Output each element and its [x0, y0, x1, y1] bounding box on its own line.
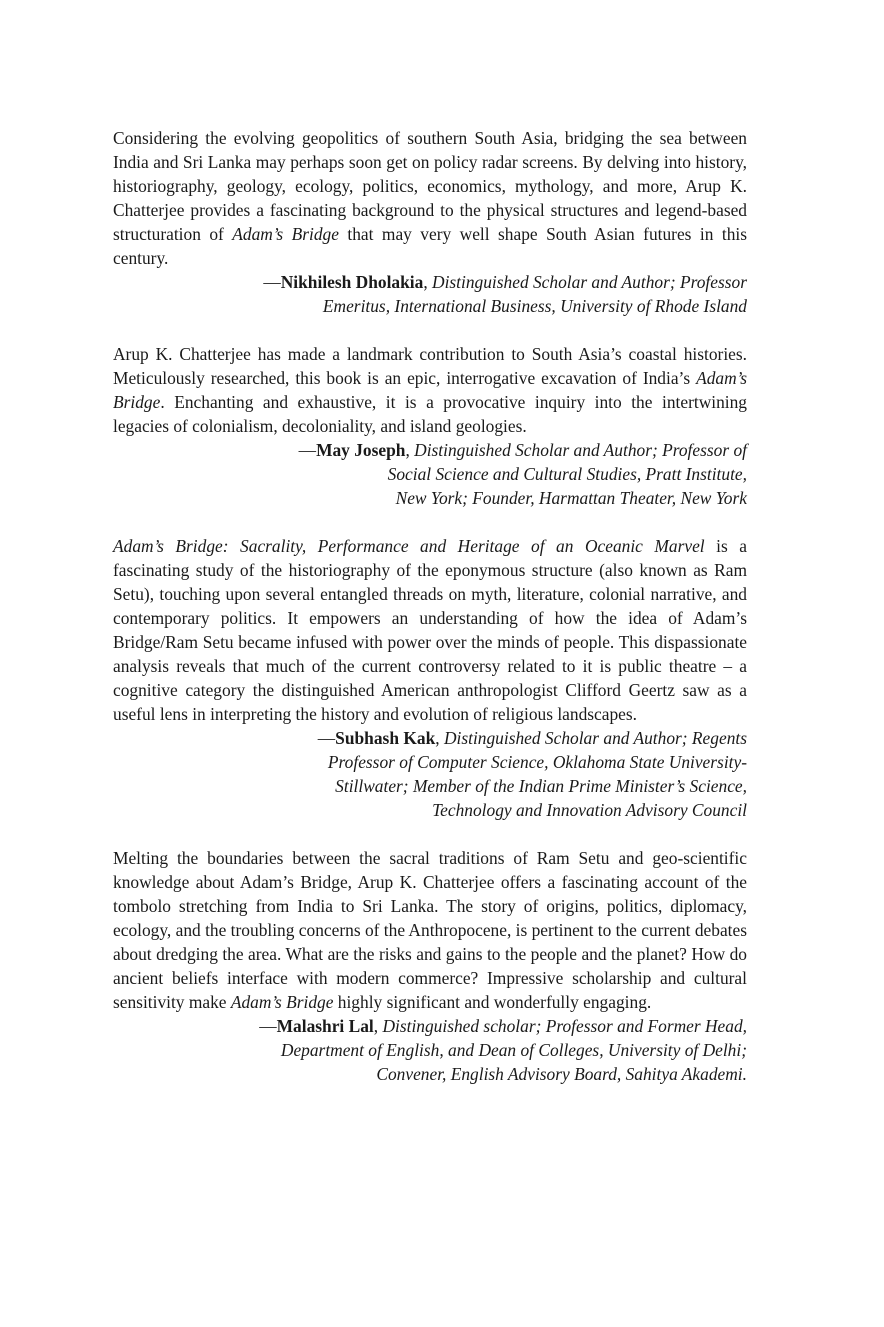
endorser-title: Social Science and Cultural Studies, Pratt Institute,: [387, 464, 747, 484]
endorsement-2: [113, 342, 747, 510]
em-dash: —: [263, 272, 281, 292]
endorsement-3: [113, 534, 747, 822]
endorsement-4: [113, 846, 747, 1086]
endorser-title: Distinguished Scholar and Author; Regents: [439, 728, 747, 748]
endorser-title: Stillwater; Member of the Indian Prime Minister’s Science,: [335, 776, 747, 796]
endorser-name: Nikhilesh Dholakia: [280, 272, 424, 292]
endorser-title: Distinguished Scholar and Author; Professor of: [409, 440, 747, 460]
endorser-name: Subhash Kak: [335, 728, 436, 748]
endorser-attribution: [113, 1014, 747, 1086]
text-part: is a fascinating study of the historiography of the eponymous structure (also known as Ram Setu), touching upon several entangled threads on myth, literature, colonial narrative, and contemporary politics. It empowers an understanding of how the idea of Adam’s Bridge/Ram Setu became infused with power over the minds of people. This dispassionate analysis reveals that much of the current controversy related to it is public theatre – a cognitive category the distinguished American anthropologist Clifford Geertz saw as a useful lens in interpreting the history and evolution of religious landscapes.: [113, 536, 747, 724]
text-part: that may very well shape South Asian futures in this century.: [113, 224, 747, 268]
book-title: Adam’s Bridge: [230, 992, 334, 1012]
attribution-line: [113, 1014, 747, 1038]
endorsement-1: [113, 126, 747, 318]
endorser-attribution: [113, 726, 747, 822]
text-part: . Enchanting and exhaustive, it is a provocative inquiry into the intertwining legacies of colonialism, decoloniality, and island geologies.: [113, 392, 747, 436]
endorser-attribution: [113, 270, 747, 318]
em-dash: —: [317, 728, 336, 748]
endorsement-text: [113, 342, 747, 438]
em-dash: —: [259, 1016, 277, 1036]
comma: ,: [435, 728, 440, 748]
comma: ,: [423, 272, 428, 292]
endorser-title: Department of English, and Dean of Colleges, University of Delhi;: [280, 1040, 747, 1060]
endorsement-text: [113, 126, 747, 270]
endorser-title: Distinguished Scholar and Author; Professor: [427, 272, 747, 292]
endorser-title: Professor of Computer Science, Oklahoma State University-: [327, 752, 747, 772]
em-dash: —: [298, 440, 317, 460]
endorser-title: Convener, English Advisory Board, Sahitya Akademi.: [376, 1064, 747, 1084]
comma: ,: [373, 1016, 379, 1036]
endorsement-text: [113, 846, 747, 1014]
attribution-line: [113, 726, 747, 750]
endorser-attribution: [113, 438, 747, 510]
text-part: highly significant and wonderfully engaging.: [333, 992, 652, 1012]
text-part: Melting the boundaries between the sacral traditions of Ram Setu and geo-scientific knowledge about Adam’s Bridge, Arup K. Chatterjee offers a fascinating account of the tombolo stretching from India to Sri Lanka. The story of origins, politics, diplomacy, ecology, and the troubling concerns of the Anthropocene, is pertinent to the current debates about dredging the area. What are the risks and gains to the people and the planet? How do ancient beliefs interface with modern commerce? Impressive scholarship and cultural sensitivity make: [113, 848, 747, 1012]
endorser-name: Malashri Lal: [276, 1016, 374, 1036]
text-part: Arup K. Chatterjee has made a landmark contribution to South Asia’s coastal histories. Meticulously researched, this book is an epic, interrogative excavation of India’s: [113, 344, 747, 388]
endorsement-text: [113, 534, 747, 726]
text-part: Considering the evolving geopolitics of southern South Asia, bridging the sea between India and Sri Lanka may perhaps soon get on policy radar screens. By delving into history, historiography, geology, ecology, politics, economics, mythology, and more, Arup K. Chatterjee provides a fascinating background to the physical structures and legend-based structuration of: [113, 128, 747, 244]
endorser-title: Technology and Innovation Advisory Council: [432, 800, 747, 820]
endorser-title: Emeritus, International Business, University of Rhode Island: [322, 296, 747, 316]
endorsements-page: [113, 126, 747, 1110]
book-title: Adam’s Bridge: [232, 224, 339, 244]
book-title: Adam’s Bridge: [113, 368, 747, 412]
endorser-title: Distinguished scholar; Professor and Former Head,: [378, 1016, 747, 1036]
endorser-name: May Joseph: [316, 440, 406, 460]
attribution-line: [113, 438, 747, 462]
comma: ,: [405, 440, 410, 460]
endorser-title: New York; Founder, Harmattan Theater, New York: [395, 488, 747, 508]
book-title: Adam’s Bridge: Sacrality, Performance and Heritage of an Oceanic Marvel: [113, 536, 705, 556]
attribution-line: [113, 270, 747, 294]
